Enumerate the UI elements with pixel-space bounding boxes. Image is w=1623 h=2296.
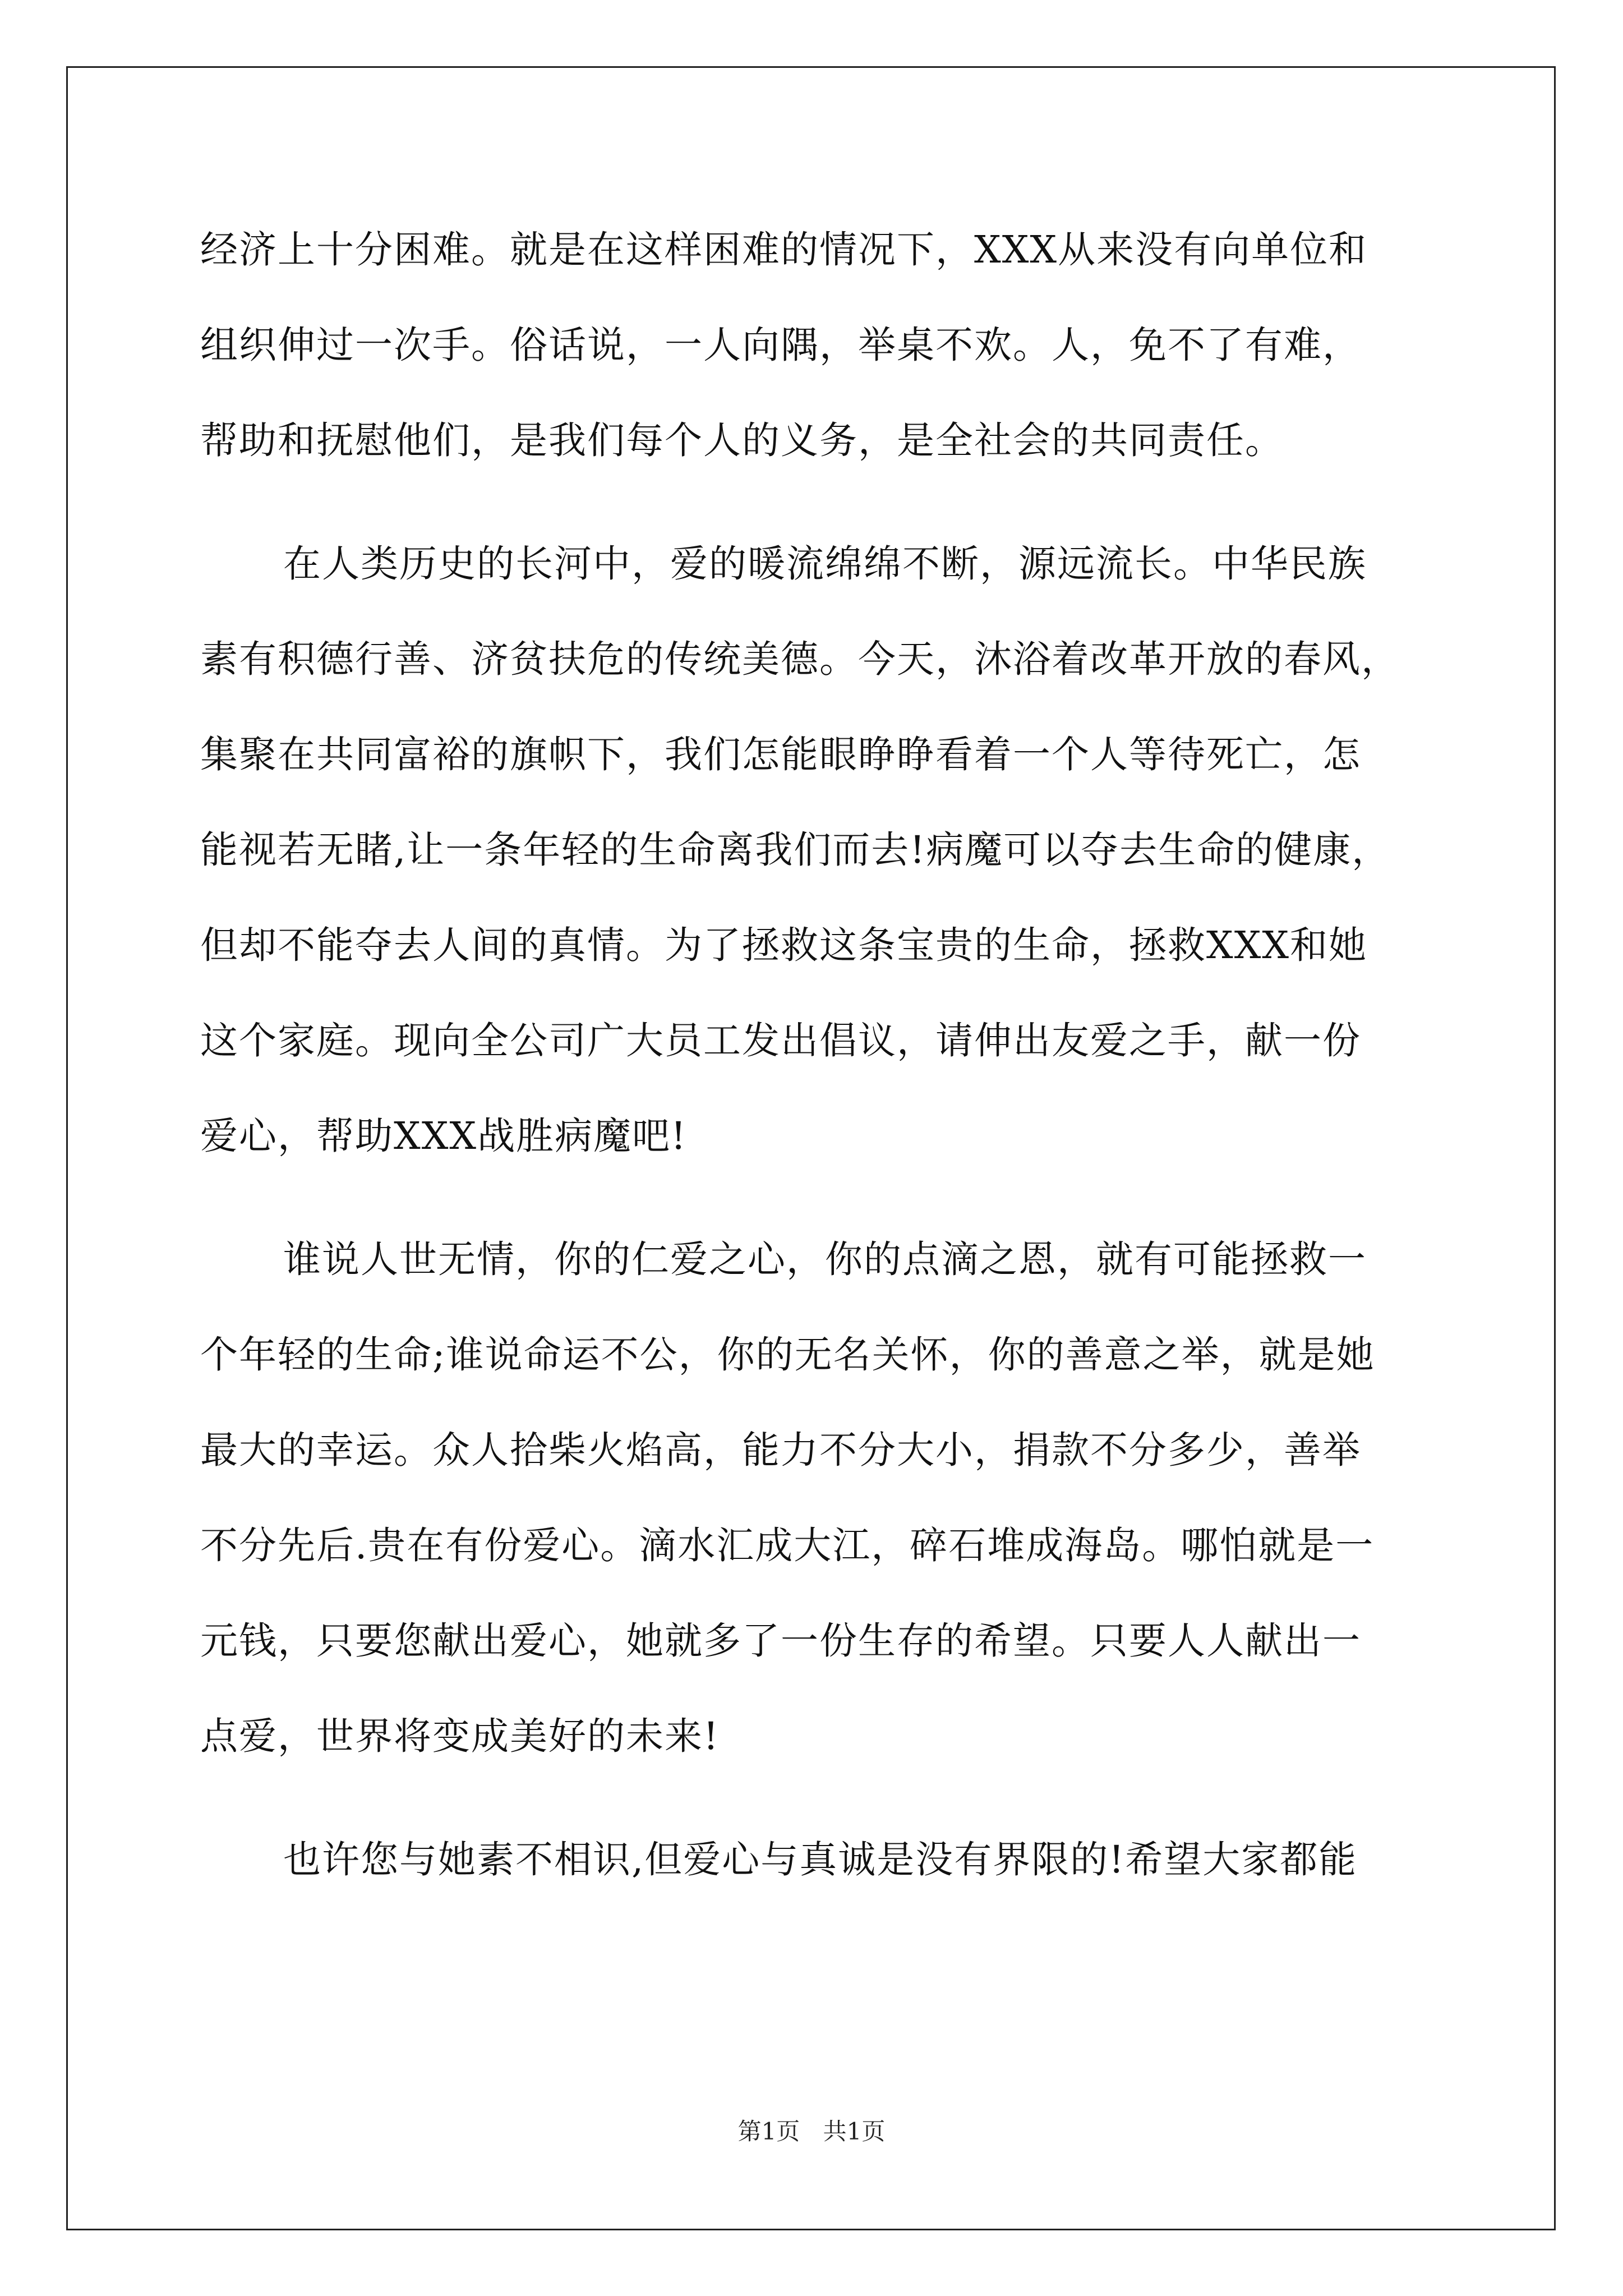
page-footer: [0, 2116, 1623, 2147]
text-line: 素有积德行善、济贫扶危的传统美德。今天，沐浴着改革开放的春风，: [200, 637, 1400, 681]
text-line: 集聚在共同富裕的旗帜下，我们怎能眼睁睁看着一个人等待死亡，怎: [200, 733, 1361, 776]
text-line: 能视若无睹,让一条年轻的生命离我们而去!病魔可以夺去生命的健康，: [200, 828, 1391, 872]
text-line: 元钱，只要您献出爱心，她就多了一份生存的希望。只要人人献出一: [200, 1619, 1361, 1663]
text-line: 个年轻的生命;谁说命运不公，你的无名关怀，你的善意之举，就是她: [200, 1333, 1375, 1377]
text-line: 组织伸过一次手。俗话说，一人向隅，举桌不欢。人，免不了有难，: [200, 323, 1361, 367]
text-line: 帮助和抚慰他们，是我们每个人的义务，是全社会的共同责任。: [200, 418, 1284, 462]
page-total: 共1页: [823, 2118, 886, 2145]
text-line: 这个家庭。现向全公司广大员工发出倡议，请伸出友爱之手，献一份: [200, 1019, 1361, 1062]
text-line: 最大的幸运。众人拾柴火焰高，能力不分大小，捐款不分多少，善举: [200, 1428, 1361, 1472]
page-number: 第1页: [737, 2118, 800, 2145]
text-line: 经济上十分困难。就是在这样困难的情况下，XXX从来没有向单位和: [200, 228, 1368, 272]
text-line: 谁说人世无情，你的仁爱之心，你的点滴之恩，就有可能拯救一: [283, 1237, 1367, 1281]
text-line: 但却不能夺去人间的真情。为了拯救这条宝贵的生命，拯救XXX和她: [200, 923, 1368, 967]
text-line: 在人类历史的长河中，爱的暖流绵绵不断，源远流长。中华民族: [283, 542, 1367, 586]
text-line: 爱心，帮助XXX战胜病魔吧!: [200, 1114, 688, 1158]
text-line: 点爱，世界将变成美好的未来!: [200, 1714, 720, 1758]
text-line: 不分先后.贵在有份爱心。滴水汇成大江，碎石堆成海岛。哪怕就是一: [200, 1524, 1375, 1567]
text-line: 也许您与她素不相识,但爱心与真诚是没有界限的!希望大家都能: [283, 1838, 1358, 1881]
